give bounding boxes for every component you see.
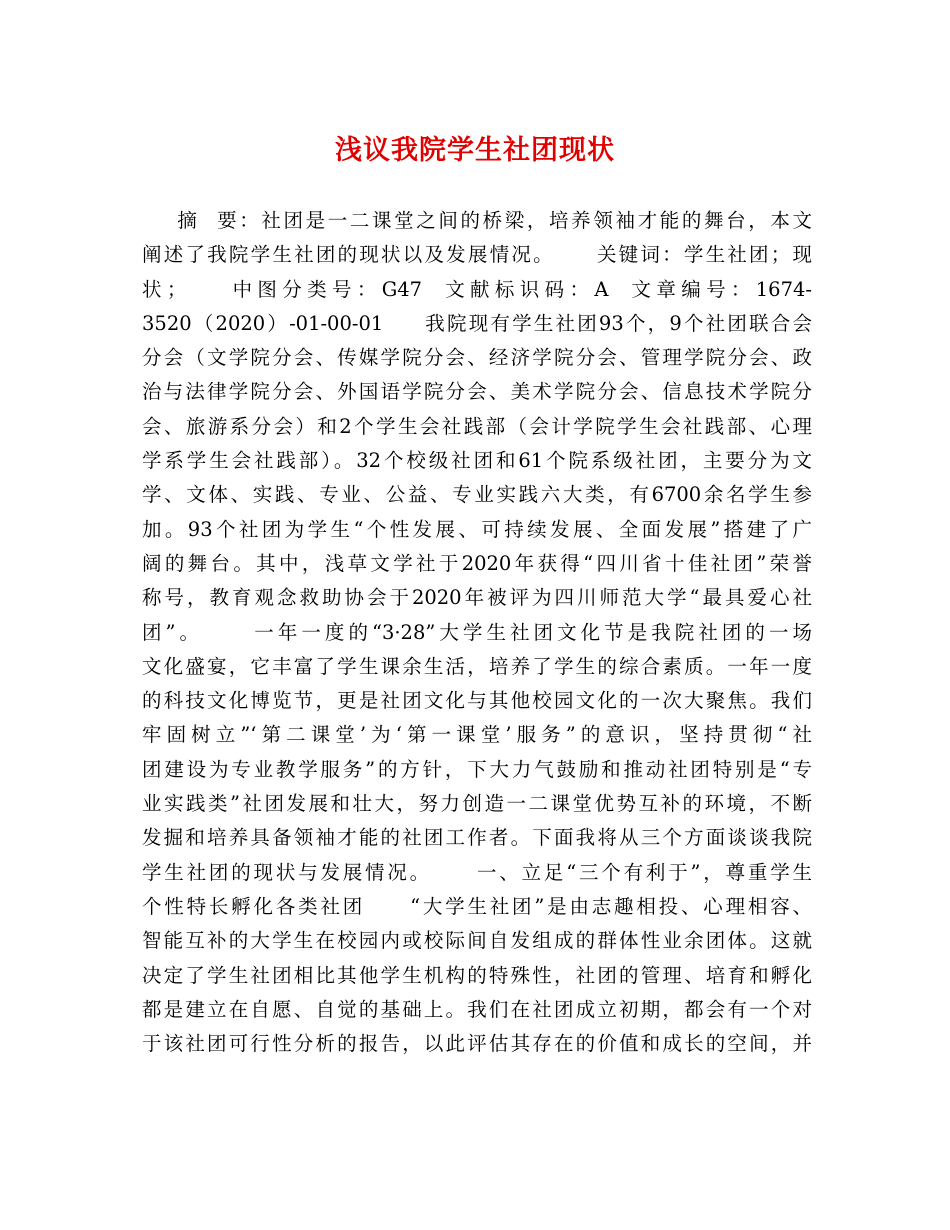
text-line: 状； 中图分类号：G47 文献标识码：A 文章编号：1674- bbox=[142, 277, 812, 301]
text-line: 会、旅游系分会）和2个学生会社践部（会计学院学生会社践部、心理 bbox=[142, 414, 812, 438]
text-line: 都是建立在自愿、自觉的基础上。我们在社团成立初期，都会有一个对 bbox=[142, 997, 812, 1021]
text-line: 业实践类”社团发展和壮大，努力创造一二课堂优势互补的环境，不断 bbox=[142, 792, 812, 816]
text-line: 称号，教育观念救助协会于2020年被评为四川师范大学“最具爱心社 bbox=[142, 586, 812, 610]
text-line: 阐述了我院学生社团的现状以及发展情况。 关键词：学生社团；现 bbox=[142, 243, 812, 267]
text-line: 于该社团可行性分析的报告，以此评估其存在的价值和成长的空间，并 bbox=[142, 1032, 812, 1056]
text-line: 团”。 一年一度的“3·28”大学生社团文化节是我院社团的一场 bbox=[142, 620, 812, 644]
text-line: 发掘和培养具备领袖才能的社团工作者。下面我将从三个方面谈谈我院 bbox=[142, 826, 812, 850]
text-line: 3520（2020）-01-00-01 我院现有学生社团93个，9个社团联合会 bbox=[142, 311, 812, 335]
text-line: 分会（文学院分会、传媒学院分会、经济学院分会、管理学院分会、政 bbox=[142, 346, 812, 370]
text-line: 学系学生会社践部）。32个校级社团和61个院系级社团，主要分为文 bbox=[142, 449, 812, 473]
text-line: 摘 要：社团是一二课堂之间的桥梁，培养领袖才能的舞台，本文 bbox=[142, 209, 812, 232]
text-line: 加。93个社团为学生“个性发展、可持续发展、全面发展”搭建了广 bbox=[142, 517, 812, 541]
text-line: 文化盛宴，它丰富了学生课余生活，培养了学生的综合素质。一年一度 bbox=[142, 654, 812, 678]
document-title: 浅议我院学生社团现状 bbox=[335, 135, 615, 166]
text-line: 牢固树立”‘第二课堂’为‘第一课堂’服务”的意识，坚持贯彻“社 bbox=[142, 723, 812, 747]
text-line: 学生社团的现状与发展情况。 一、立足“三个有利于”，尊重学生 bbox=[142, 860, 812, 884]
text-line: 学、文体、实践、专业、公益、专业实践六大类，有6700余名学生参 bbox=[142, 483, 812, 507]
text-line: 的科技文化博览节，更是社团文化与其他校园文化的一次大聚焦。我们 bbox=[142, 689, 812, 713]
text-line: 决定了学生社团相比其他学生机构的特殊性，社团的管理、培育和孵化 bbox=[142, 963, 812, 987]
document-body bbox=[142, 204, 812, 1061]
text-line: 阔的舞台。其中，浅草文学社于2020年获得“四川省十佳社团”荣誉 bbox=[142, 551, 812, 575]
text-line: 团建设为专业教学服务”的方针，下大力气鼓励和推动社团特别是“专 bbox=[142, 757, 812, 781]
text-line: 个性特长孵化各类社团 “大学生社团”是由志趣相投、心理相容、 bbox=[142, 894, 812, 918]
text-line: 治与法律学院分会、外国语学院分会、美术学院分会、信息技术学院分 bbox=[142, 380, 812, 404]
text-line: 智能互补的大学生在校园内或校际间自发组成的群体性业余团体。这就 bbox=[142, 929, 812, 953]
